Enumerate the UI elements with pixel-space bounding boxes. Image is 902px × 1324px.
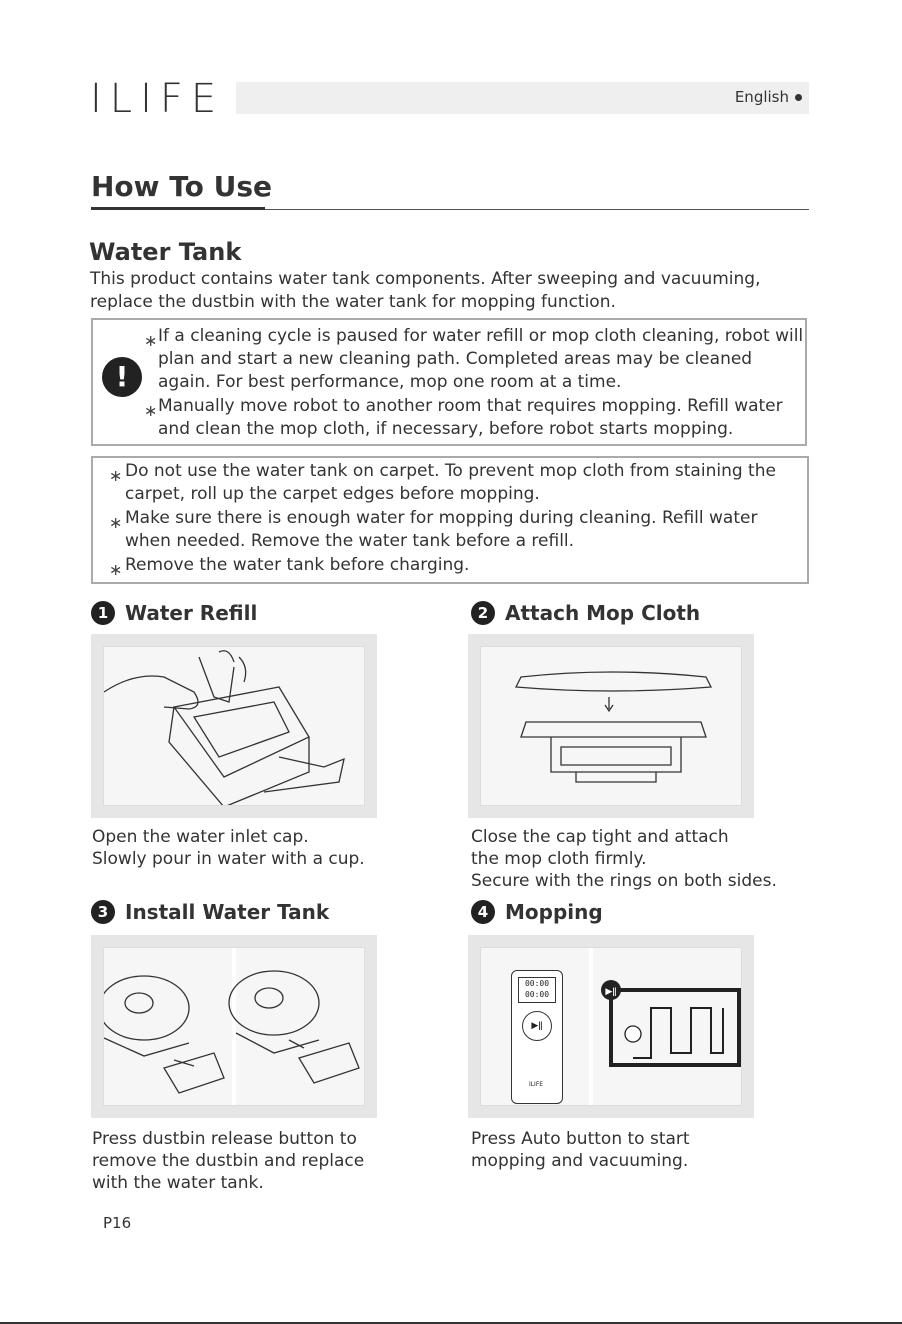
note-bullet: Do not use the water tank on carpet. To prevent mop cloth from staining the carpet, roll up the carpet edges before mopping. [125, 461, 776, 504]
page-title: How To Use [91, 170, 273, 203]
step-caption [471, 1128, 690, 1172]
attach-mop-illustration [468, 634, 754, 818]
asterisk-icon: ∗ [144, 331, 158, 350]
caption-line: Slowly pour in water with a cup. [92, 849, 365, 869]
step-title: Install Water Tank [125, 900, 330, 924]
svg-text:▶ǁ: ▶ǁ [605, 987, 617, 997]
header-bar [236, 82, 809, 114]
step-caption [92, 826, 365, 870]
note-bullet: Make sure there is enough water for mopping during cleaning. Refill water when needed. Remove the water tank before a refill. [125, 508, 758, 551]
remote-brand: ILIFE [528, 1081, 544, 1088]
language-label [735, 88, 802, 106]
refill-drawing [104, 647, 364, 805]
title-underline [91, 207, 265, 210]
caption-line: Open the water inlet cap. [92, 827, 309, 847]
path-panel [593, 948, 741, 1105]
step-number-badge: 3 [91, 900, 115, 924]
step-heading-mopping [471, 900, 603, 924]
caption-line: Secure with the rings on both sides. [471, 871, 777, 891]
remote-display [518, 977, 556, 1003]
step-number-badge: 2 [471, 601, 495, 625]
mopping-illustration [468, 935, 754, 1118]
caption-line: mopping and vacuuming. [471, 1151, 689, 1171]
caption-line: remove the dustbin and replace [92, 1151, 365, 1171]
warning-bullet: Manually move robot to another room that requires mopping. Refill water and clean the mop cloth, if necessary, before robot starts mopping. [158, 396, 783, 439]
caption-line: Close the cap tight and attach [471, 827, 729, 847]
remote-time-2: 00:00 [524, 990, 550, 999]
step-number-badge: 4 [471, 900, 495, 924]
step-caption [92, 1128, 364, 1194]
asterisk-icon: ∗ [109, 466, 123, 485]
remote-panel [481, 948, 589, 1105]
page-number: P16 [103, 1214, 132, 1232]
asterisk-icon: ∗ [144, 401, 158, 420]
caption-line: the mop cloth firmly. [471, 849, 647, 869]
language-text: English [734, 88, 789, 106]
step-title: Water Refill [125, 601, 258, 625]
step-title: Attach Mop Cloth [505, 601, 701, 625]
zigzag-path-drawing [593, 948, 741, 1105]
step-heading-install-tank [91, 900, 329, 924]
install-drawing [104, 948, 364, 1105]
install-tank-illustration [91, 935, 377, 1118]
step-heading-attach-mop [471, 601, 700, 625]
step-number-badge: 1 [91, 601, 115, 625]
intro-paragraph: This product contains water tank components. After sweeping and vacuuming, replace the dustbin with the water tank for mopping function. [90, 269, 761, 312]
water-refill-illustration [91, 634, 377, 818]
caption-line: Press Auto button to start [471, 1129, 690, 1149]
remote-control [511, 970, 563, 1104]
mop-drawing [481, 647, 741, 805]
exclamation-icon: ! [102, 357, 142, 397]
note-bullet: Remove the water tank before charging. [125, 555, 470, 575]
auto-play-pause-button: ▶ǁ [522, 1011, 552, 1041]
step-heading-water-refill [91, 601, 257, 625]
asterisk-icon: ∗ [109, 560, 123, 579]
asterisk-icon: ∗ [109, 513, 123, 532]
brand-logo: ILIFE [90, 76, 225, 122]
warning-bullet: If a cleaning cycle is paused for water refill or mop cloth cleaning, robot will plan and start a new cleaning path. Completed areas may be cleaned again. For best performance, mop one room at a time. [158, 326, 804, 392]
caption-line: Press dustbin release button to [92, 1129, 357, 1149]
section-title: Water Tank [89, 238, 242, 266]
step-title: Mopping [505, 900, 603, 924]
caption-line: with the water tank. [92, 1173, 264, 1193]
bullet-dot-icon [795, 94, 802, 101]
step-caption [471, 826, 777, 892]
remote-time-1: 00:00 [524, 979, 550, 988]
